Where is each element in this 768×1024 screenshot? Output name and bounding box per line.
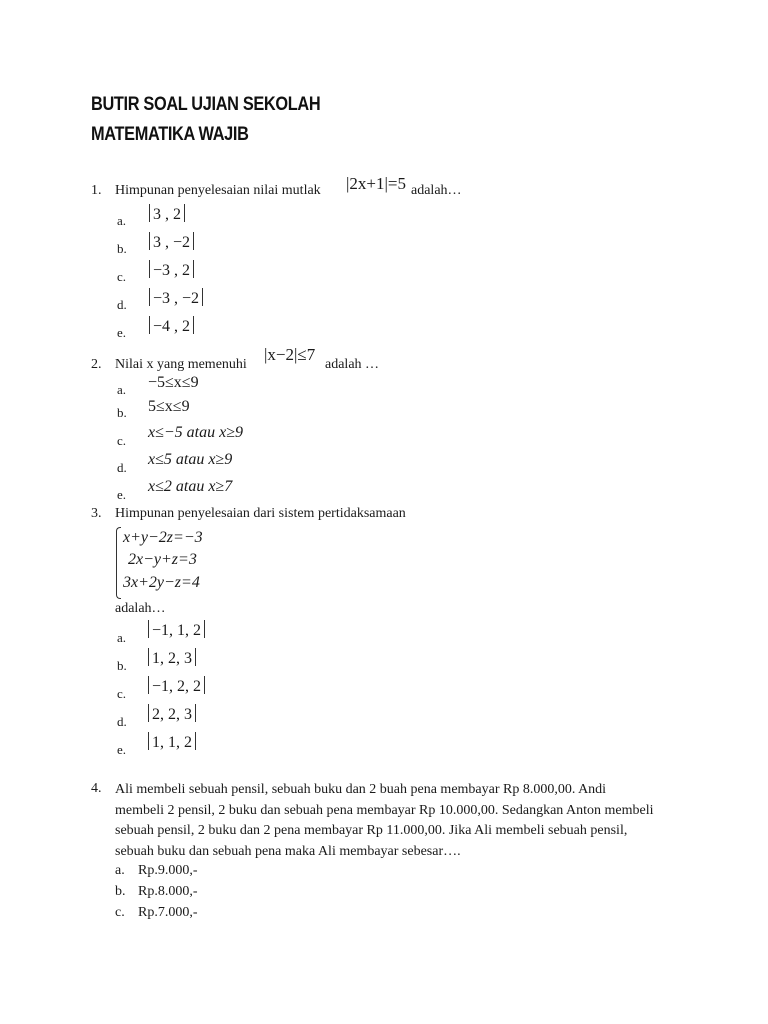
option-value[interactable]: −1, 1, 2	[145, 620, 208, 640]
option-letter: b.	[117, 241, 127, 256]
option-value[interactable]: 1, 2, 3	[145, 648, 199, 668]
option-value[interactable]: −3 , −2	[146, 288, 206, 308]
option-value[interactable]: Rp.7.000,-	[138, 905, 198, 920]
document-title-line2: MATEMATIKA WAJIB	[91, 124, 249, 145]
question-text: Himpunan penyelesaian dari sistem pertidaksamaan	[115, 506, 406, 521]
option-value[interactable]: Rp.8.000,-	[138, 884, 198, 899]
option-value[interactable]: −4 , 2	[146, 316, 197, 336]
system-equation: 3x+2y−z=4	[123, 574, 200, 591]
option-letter: c.	[117, 686, 127, 701]
option-value[interactable]: Rp.9.000,-	[138, 863, 198, 878]
question-text: Ali membeli sebuah pensil, sebuah buku dan 2 buah pena membayar Rp 8.000,00. Andi membeli 2 pensil, 2 buku dan sebuah pena membayar Rp 10.000,00. Sedangkan Anton membeli sebuah pensil, 2 buku dan 2 pena membayar Rp 11.000,00. Jika Ali membeli sebuah pensil, sebuah buku dan sebuah pena maka Ali membayar sebesar….	[115, 782, 654, 859]
question-text-after: adalah …	[325, 357, 380, 372]
option-value[interactable]: x≤2 atau x≥7	[148, 478, 233, 495]
option-letter: c.	[115, 905, 125, 920]
option-letter: b.	[115, 884, 126, 899]
option-value[interactable]: −5≤x≤9	[148, 374, 199, 391]
option-letter: a.	[117, 382, 127, 397]
question-text-after: adalah…	[411, 183, 462, 198]
option-value[interactable]: 3 , −2	[146, 232, 197, 252]
system-brace	[116, 527, 121, 599]
option-value[interactable]: x≤−5 atau x≥9	[148, 424, 244, 441]
option-value[interactable]: 5≤x≤9	[148, 398, 190, 415]
option-value[interactable]: 3 , 2	[146, 204, 188, 224]
option-value[interactable]: 2, 2, 3	[145, 704, 199, 724]
option-letter: a.	[117, 213, 127, 228]
question-text: Nilai x yang memenuhi	[115, 357, 247, 372]
option-letter: d.	[117, 460, 127, 475]
question-text: Himpunan penyelesaian nilai mutlak	[115, 183, 321, 198]
question-math: |2x+1|=5	[346, 174, 406, 193]
option-letter: e.	[117, 325, 127, 340]
option-value[interactable]: −1, 2, 2	[145, 676, 208, 696]
question-number: 4.	[91, 781, 102, 796]
option-letter: a.	[115, 863, 125, 878]
option-value[interactable]: x≤5 atau x≥9	[148, 451, 233, 468]
question-number: 2.	[91, 357, 102, 372]
option-letter: c.	[117, 433, 127, 448]
question-text-after: adalah…	[115, 601, 166, 616]
system-equation: 2x−y+z=3	[128, 551, 197, 568]
system-equation: x+y−2z=−3	[123, 529, 203, 546]
option-letter: b.	[117, 658, 127, 673]
option-letter: d.	[117, 714, 127, 729]
option-letter: b.	[117, 405, 127, 420]
option-letter: d.	[117, 297, 127, 312]
option-letter: a.	[117, 630, 127, 645]
document-title-line1: BUTIR SOAL UJIAN SEKOLAH	[91, 94, 321, 115]
option-letter: e.	[117, 742, 127, 757]
question-math: |x−2|≤7	[264, 345, 316, 364]
question-number: 3.	[91, 506, 102, 521]
option-letter: c.	[117, 269, 127, 284]
option-letter: e.	[117, 487, 127, 502]
question-number: 1.	[91, 183, 102, 198]
option-value[interactable]: 1, 1, 2	[145, 732, 199, 752]
option-value[interactable]: −3 , 2	[146, 260, 197, 280]
